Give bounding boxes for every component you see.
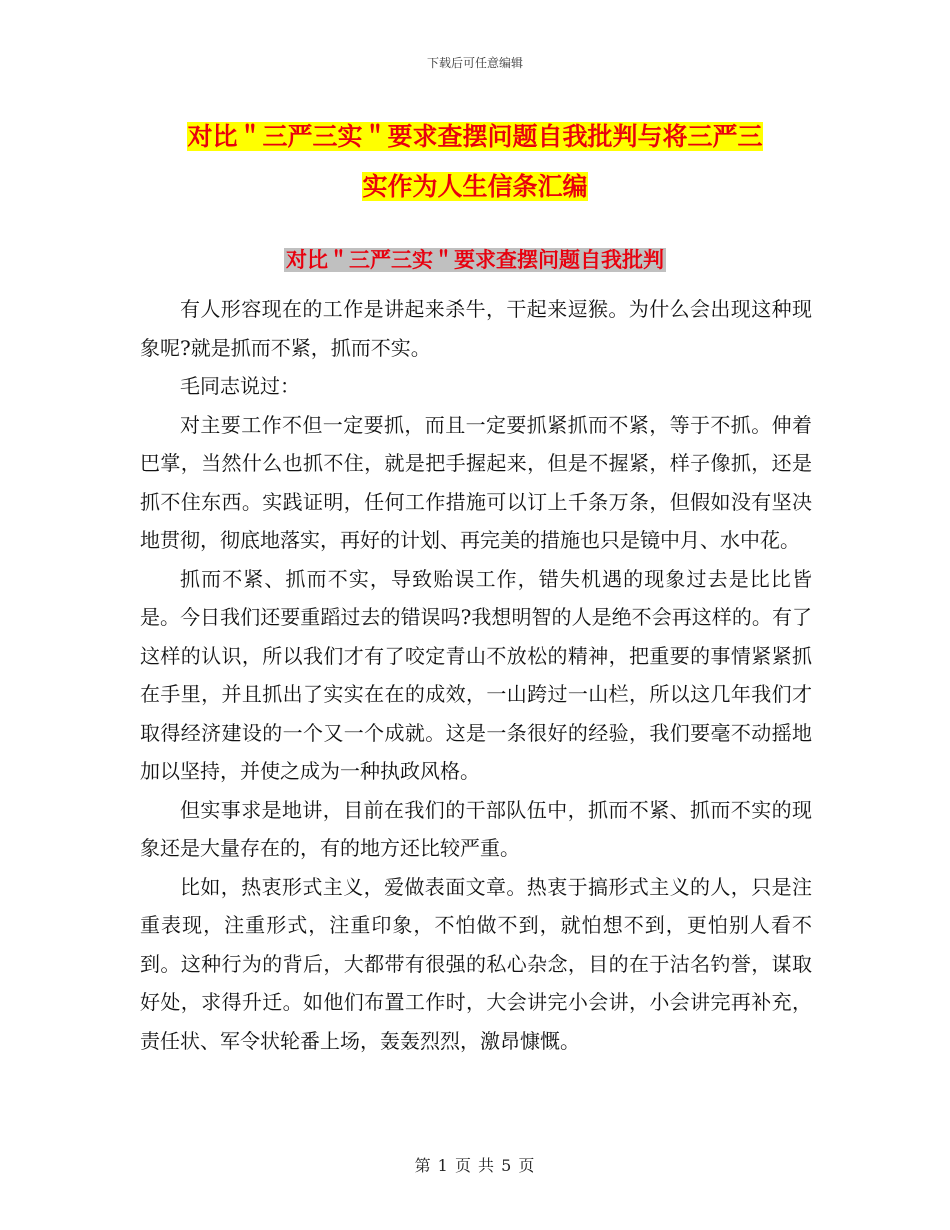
document-title xyxy=(140,112,810,212)
document-title-line2: 实作为人生信条汇编 xyxy=(362,172,588,201)
paragraph: 有人形容现在的工作是讲起来杀牛，干起来逗猴。为什么会出现这种现象呢?就是抓而不紧，抓而不实。 xyxy=(140,297,812,360)
paragraph: 抓而不紧、抓而不实，导致贻误工作，错失机遇的现象过去是比比皆是。今日我们还要重蹈过去的错误吗?我想明智的人是绝不会再这样的。有了这样的认识，所以我们才有了咬定青山不放松的精神，把重要的事情紧紧抓在手里，并且抓出了实实在在的成效，一山跨过一山栏，所以这几年我们才取得经济建设的一个又一个成就。这是一条很好的经验，我们要毫不动摇地加以坚持，并使之成为一种执政风格。 xyxy=(140,566,812,783)
document-body xyxy=(140,290,812,1060)
page-number: 第 1 页 共 5 页 xyxy=(414,1156,536,1175)
section-title-text: 对比＂三严三实＂要求查摆问题自我批判 xyxy=(286,248,664,272)
header-note: 下载后可任意编辑 xyxy=(426,56,523,70)
paragraph: 对主要工作不但一定要抓，而且一定要抓紧抓而不紧，等于不抓。伸着巴掌，当然什么也抓不住，就是把手握起来，但是不握紧，样子像抓，还是抓不住东西。实践证明，任何工作措施可以订上千条万条，但假如没有坚决地贯彻，彻底地落实，再好的计划、再完美的措施也只是镜中月、水中花。 xyxy=(140,412,812,552)
paragraph: 毛同志说过： xyxy=(180,374,300,398)
paragraph: 比如，热衷形式主义，爱做表面文章。热衷于搞形式主义的人，只是注重表现，注重形式，注重印象，不怕做不到，就怕想不到，更怕别人看不到。这种行为的背后，大都带有很强的私心杂念，目的在于沽名钓誉，谋取好处，求得升迁。如他们布置工作时，大会讲完小会讲，小会讲完再补充，责任状、军令状轮番上场，轰轰烈烈，激昂慷慨。 xyxy=(140,874,812,1053)
section-title xyxy=(0,244,950,276)
document-title-line1: 对比＂三严三实＂要求查摆问题自我批判与将三严三 xyxy=(187,122,763,151)
paragraph: 但实事求是地讲，目前在我们的干部队伍中，抓而不紧、抓而不实的现象还是大量存在的，有的地方还比较严重。 xyxy=(140,797,812,860)
